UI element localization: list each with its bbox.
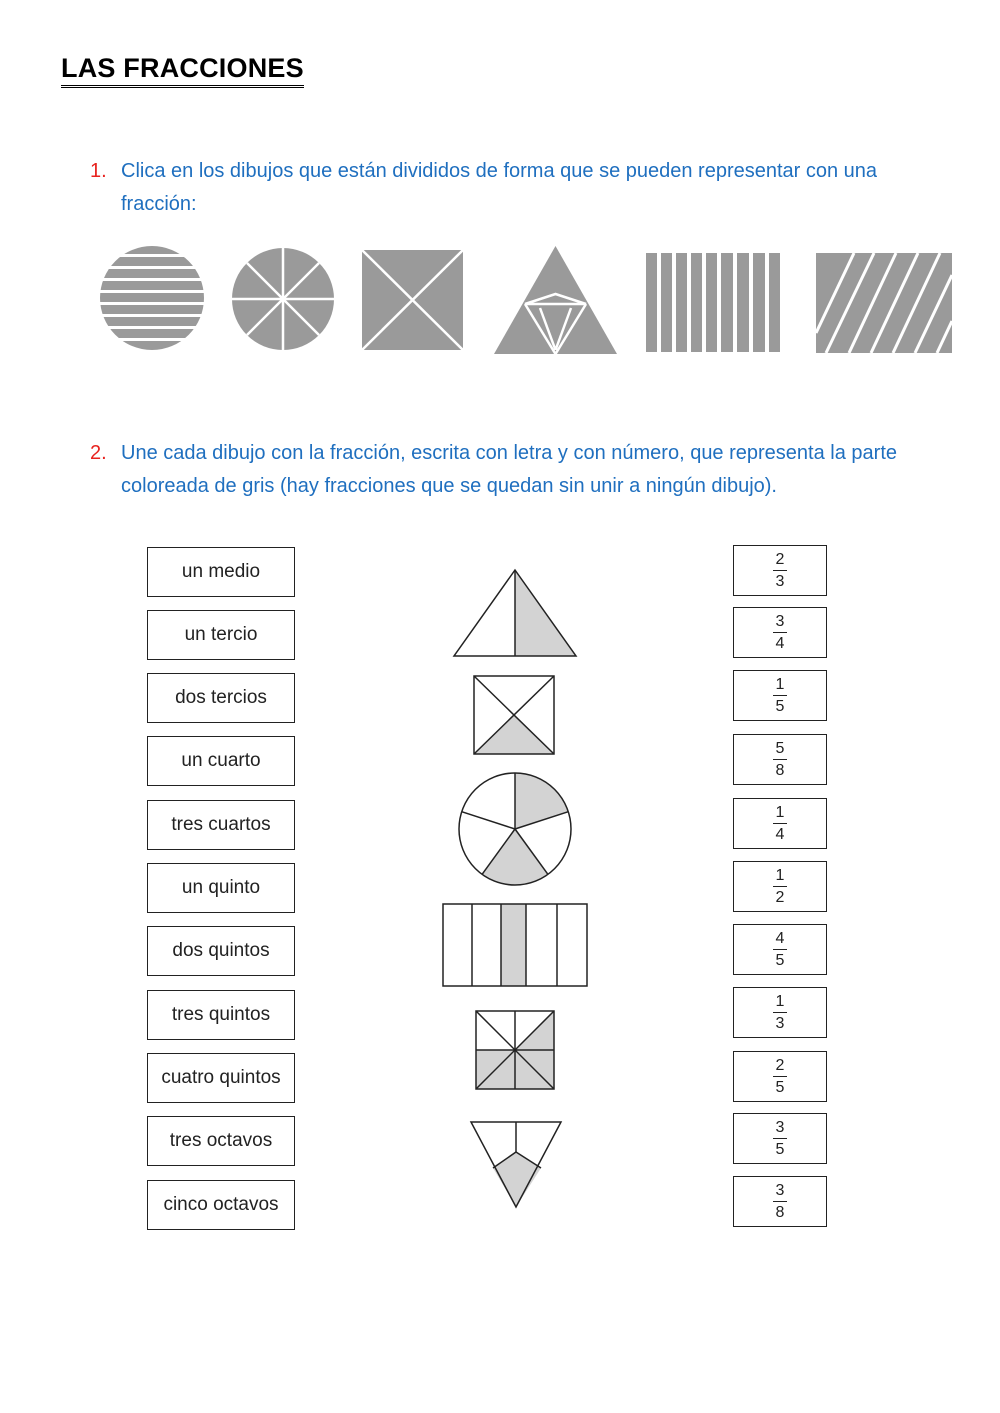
exercise-2-text: Une cada dibujo con la fracción, escrita con letra y con número, que representa la parte coloreada de gris (hay fracciones que se quedan sin unir a ningún dibujo).	[121, 442, 897, 497]
exercise-2-instruction	[90, 437, 950, 503]
numerator: 1	[775, 804, 785, 821]
word-box[interactable]: tres octavos	[147, 1116, 295, 1166]
exercise-1-text: Clica en los dibujos que están divididos de forma que se pueden representar con una fracción:	[121, 160, 878, 215]
word-box[interactable]: tres quintos	[147, 990, 295, 1040]
fifths-circle-picture[interactable]	[457, 771, 573, 887]
shaded-strip-rectangle-picture[interactable]	[441, 902, 589, 988]
word-box[interactable]: un medio	[147, 547, 295, 597]
exercise-1-number: 1.	[90, 160, 107, 182]
fraction-box[interactable]	[733, 924, 827, 975]
word-box[interactable]: dos quintos	[147, 926, 295, 976]
numerator: 3	[775, 613, 785, 630]
word-box[interactable]: un tercio	[147, 610, 295, 660]
exercise-1-instruction	[90, 155, 950, 221]
denominator: 4	[775, 635, 785, 652]
striped-circle-shape[interactable]	[99, 245, 205, 351]
word-box[interactable]: tres cuartos	[147, 800, 295, 850]
numerator: 2	[775, 551, 785, 568]
denominator: 5	[775, 952, 785, 969]
denominator: 8	[775, 1204, 785, 1221]
denominator: 3	[775, 1015, 785, 1032]
numerator: 4	[775, 930, 785, 947]
fraction-box[interactable]	[733, 734, 827, 785]
numerator: 2	[775, 1057, 785, 1074]
denominator: 5	[775, 1141, 785, 1158]
fraction-box[interactable]	[733, 798, 827, 849]
denominator: 3	[775, 573, 785, 590]
eighths-circle-shape[interactable]	[231, 247, 335, 351]
word-box[interactable]: un cuarto	[147, 736, 295, 786]
numerator: 3	[775, 1119, 785, 1136]
denominator: 2	[775, 889, 785, 906]
fraction-box[interactable]	[733, 1113, 827, 1164]
word-box[interactable]: cuatro quintos	[147, 1053, 295, 1103]
denominator: 8	[775, 762, 785, 779]
fraction-box[interactable]	[733, 861, 827, 912]
denominator: 4	[775, 826, 785, 843]
fraction-box[interactable]	[733, 1176, 827, 1227]
numerator: 5	[775, 740, 785, 757]
fraction-box[interactable]	[733, 670, 827, 721]
thirds-triangle-picture[interactable]	[469, 1120, 563, 1210]
quarter-square-picture[interactable]	[472, 674, 556, 756]
numerator: 1	[775, 993, 785, 1010]
vertical-bars-shape[interactable]	[646, 253, 780, 352]
eighths-square-picture[interactable]	[474, 1009, 556, 1091]
numerator: 3	[775, 1182, 785, 1199]
denominator: 5	[775, 1079, 785, 1096]
word-box[interactable]: cinco octavos	[147, 1180, 295, 1230]
word-box[interactable]: un quinto	[147, 863, 295, 913]
fraction-box[interactable]	[733, 987, 827, 1038]
numerator: 1	[775, 867, 785, 884]
exercise-2-number: 2.	[90, 442, 107, 464]
fraction-box[interactable]	[733, 1051, 827, 1102]
diagonal-stripes-shape[interactable]	[816, 253, 952, 353]
nested-triangle-shape[interactable]	[494, 246, 617, 354]
half-triangle-picture[interactable]	[452, 568, 578, 658]
x-square-shape[interactable]	[362, 250, 463, 350]
numerator: 1	[775, 676, 785, 693]
fraction-box[interactable]	[733, 545, 827, 596]
page-title: LAS FRACCIONES	[61, 52, 304, 88]
denominator: 5	[775, 698, 785, 715]
word-box[interactable]: dos tercios	[147, 673, 295, 723]
fraction-box[interactable]	[733, 607, 827, 658]
